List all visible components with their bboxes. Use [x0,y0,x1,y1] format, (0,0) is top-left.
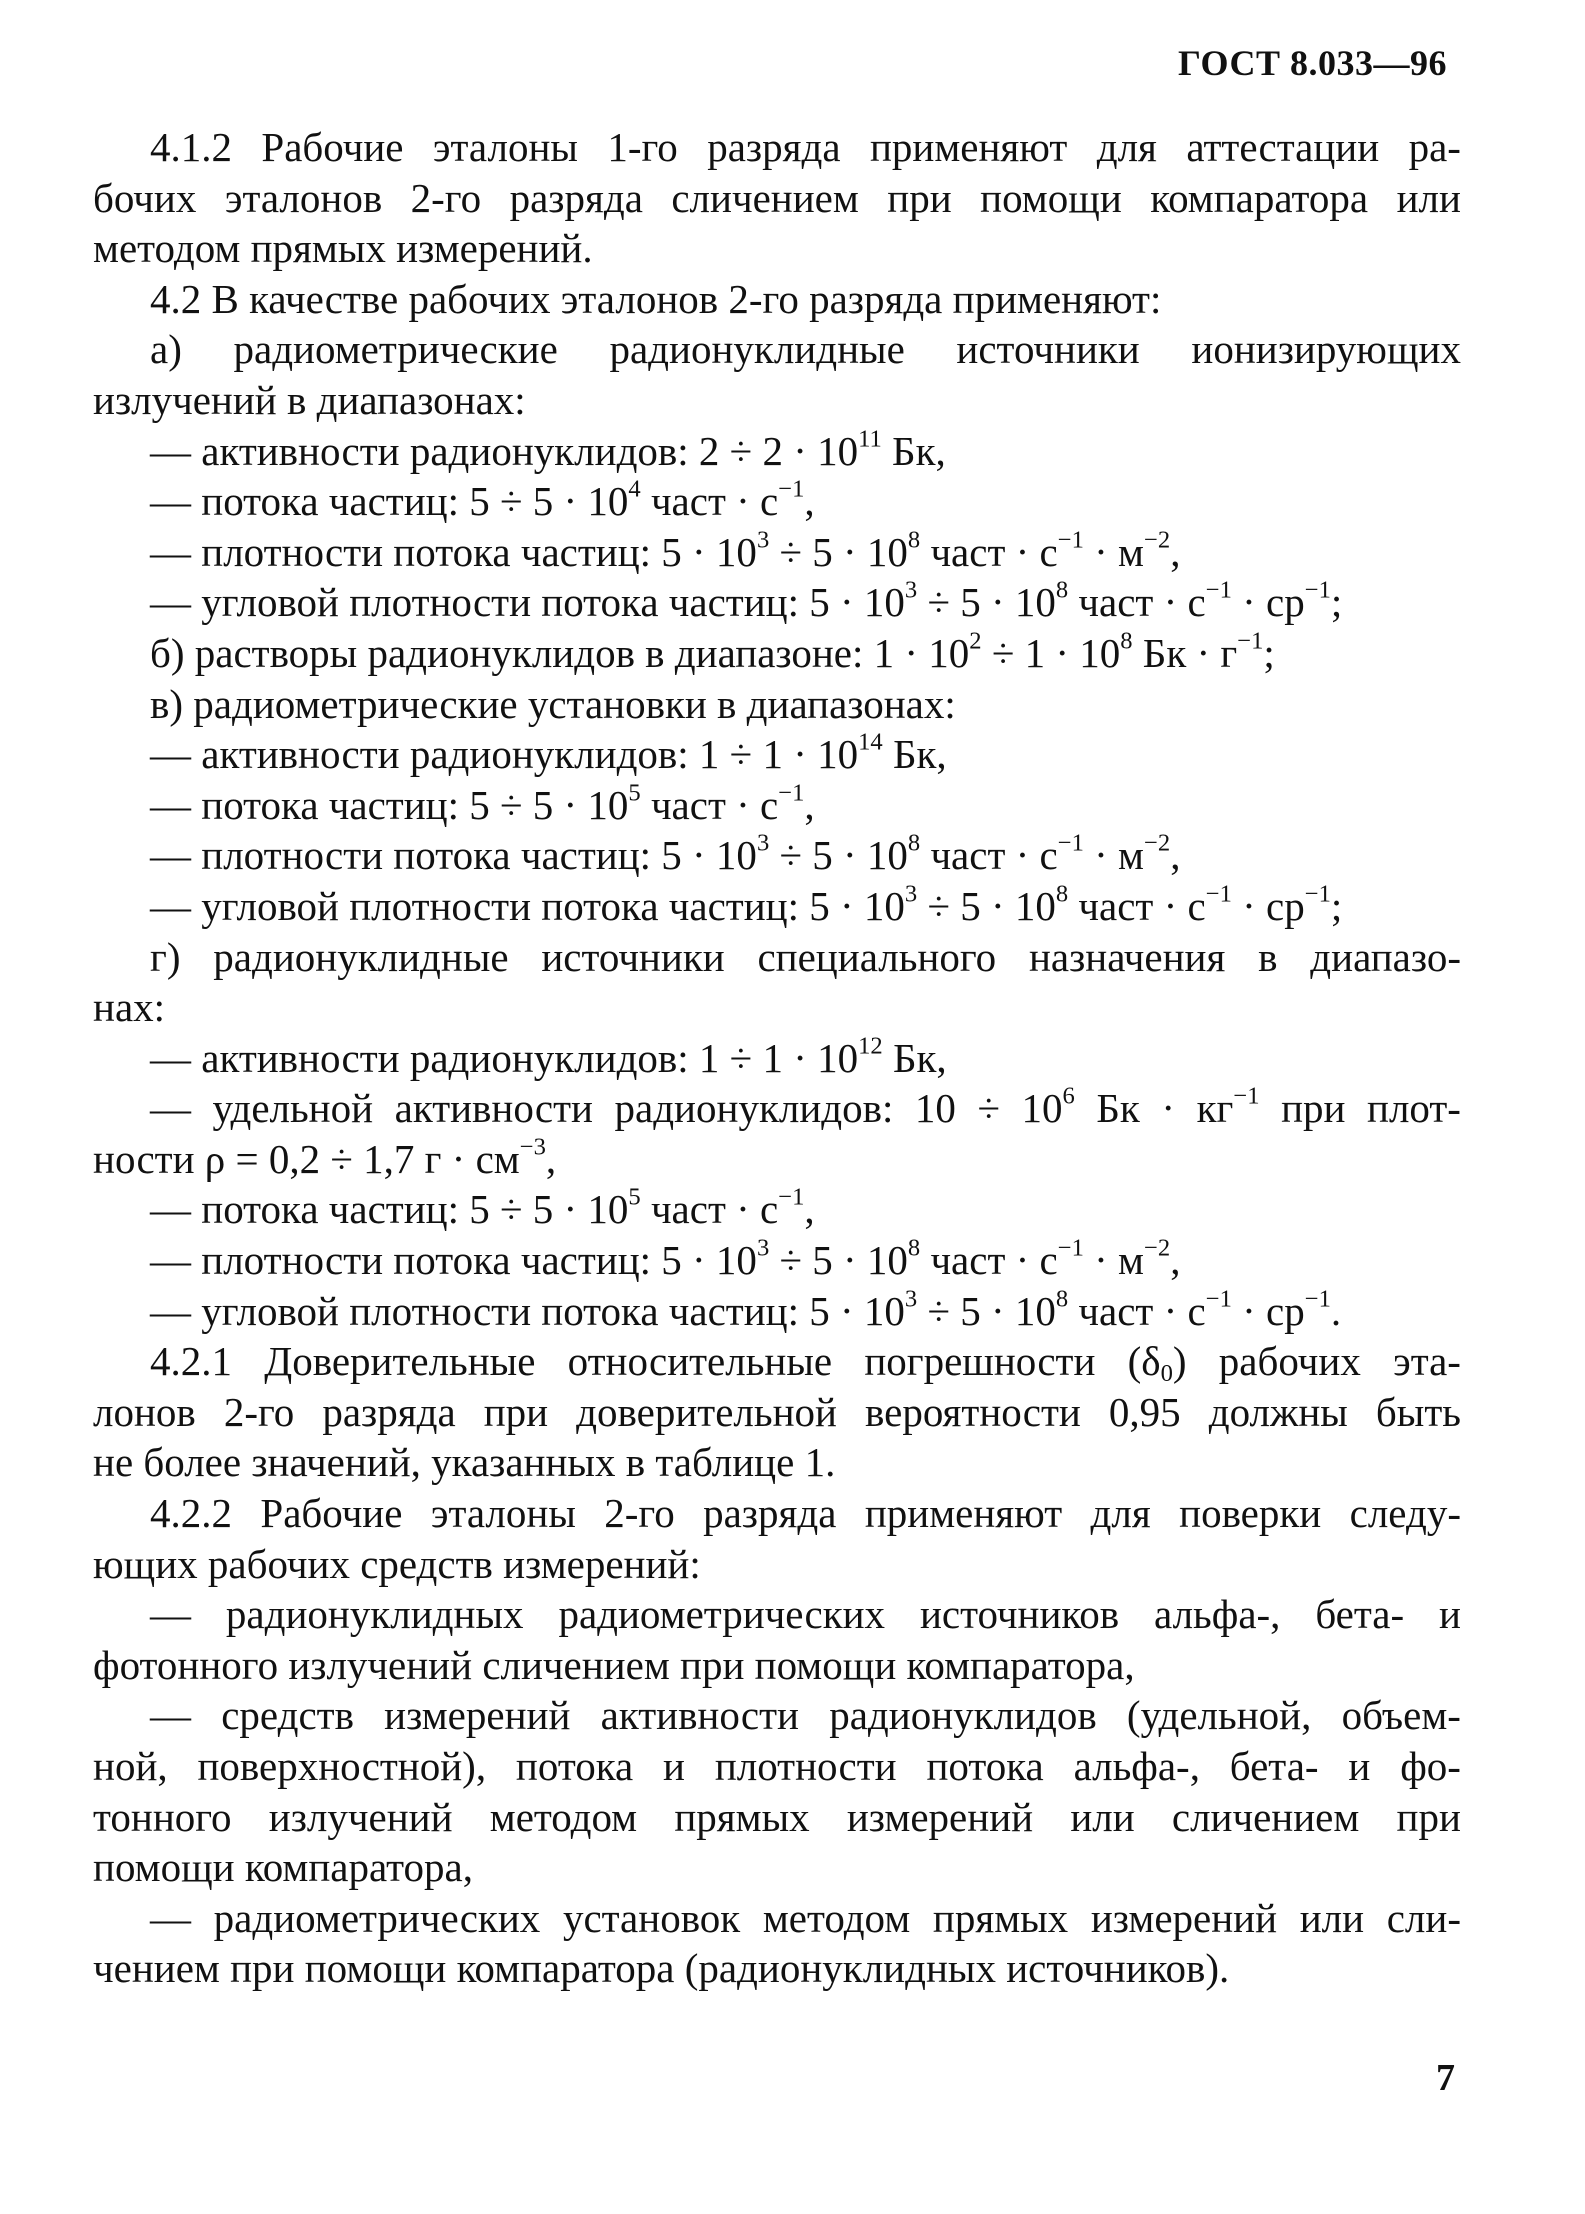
text-line: лонов 2-го разряда при доверительной вероятности 0,95 должны быть [93,1388,1461,1435]
text-line: излучений в диапазонах: [93,376,526,423]
text-line: г) радионуклидные источники специального назначения в диапазо- [150,933,1461,980]
text-line: — средств измерений активности радионуклидов (удельной, объем- [150,1692,1461,1739]
text-line: бочих эталонов 2-го разряда сличением при помощи компаратора или [93,174,1461,221]
text-line: в) радиометрические установки в диапазонах: [150,680,956,727]
text-line: — угловой плотности потока частиц: $5 \cdot 10^3 \div 5 \cdot 10^8$ част · $с^{-1} \cdot ср^{-1}$; [150,576,1343,626]
text-line: тонного излучений методом прямых измерений или сличением при [93,1793,1461,1840]
text-line: — плотности потока частиц: $5 \cdot 10^3 \div 5 \cdot 10^8$ част · $с^{-1} \cdot м^{-2}$, [150,829,1181,879]
text-line: — угловой плотности потока частиц: $5 \cdot 10^3 \div 5 \cdot 10^8$ част · $с^{-1} \cdot ср^{-1}$. [150,1285,1342,1334]
body-text [93,122,1461,1994]
text-line: — удельной активности радионуклидов: 10 ÷ $10^6$ Бк · $кг^{-1}$ при плот- [150,1082,1461,1132]
text-line: — плотности потока частиц: $5 \cdot 10^3 \div 5 \cdot 10^8$ част · $с^{-1} \cdot м^{-2}$, [150,526,1181,575]
page-number: 7 [1436,2057,1455,2099]
text-line: ющих рабочих средств измерений: [93,1540,701,1587]
text-line: — радионуклидных радиометрических источников альфа-, бета- и [150,1591,1461,1638]
text-line: 4.2.2 Рабочие эталоны 2-го разряда применяют для поверки следу- [150,1490,1461,1537]
text-line: ной, поверхностной), потока и плотности потока альфа-, бета- и фо- [93,1743,1461,1789]
text-line: — радиометрических установок методом прямых измерений или сли- [150,1894,1461,1941]
text-line: 4.2.1 Доверительные относительные погрешности $(\delta_0)$ рабочих эта- [150,1338,1461,1388]
text-line: нах: [93,984,166,1031]
text-line: чением при помощи компаратора (радионуклидных источников). [93,1945,1230,1992]
text-line: ности ρ = 0,2 ÷ 1,7 $г \cdot см^{-3}$, [93,1133,557,1182]
text-line: б) растворы радионуклидов в диапазоне: $1 \cdot 10^2 \div 1 \cdot 10^8$ Бк · $г^{-1}$; [150,627,1275,676]
text-line: — активности радионуклидов: $1 \div 1 \cdot 10^{12}$ Бк, [150,1032,947,1081]
text-line: а) радиометрические радионуклидные источники ионизирующих [150,326,1461,373]
text-line: — потока частиц: $5 \div 5 \cdot 10^4$ част · $с^{-1}$, [150,475,815,525]
text-line: — угловой плотности потока частиц: $5 \cdot 10^3 \div 5 \cdot 10^8$ част · $с^{-1} \cdot ср^{-1}$; [150,880,1343,929]
text-line: — активности радионуклидов: $1 \div 1 \cdot 10^{14}$ Бк, [150,728,947,778]
text-line: — потока частиц: $5 \div 5 \cdot 10^5$ част · $с^{-1}$, [150,1184,815,1233]
text-line: 4.2 В качестве рабочих эталонов 2-го разряда применяют: [150,275,1162,322]
text-line: фотонного излучений сличением при помощи компаратора, [93,1641,1135,1688]
text-line: — плотности потока частиц: $5 \cdot 10^3 \div 5 \cdot 10^8$ част · $с^{-1} \cdot м^{-2}$, [150,1234,1181,1284]
text-line: не более значений, указанных в таблице 1. [93,1439,836,1486]
text-line: помощи компаратора, [93,1844,473,1891]
text-line: 4.1.2 Рабочие эталоны 1-го разряда применяют для аттестации ра- [150,124,1461,170]
document-header: ГОСТ 8.033—96 [1178,43,1447,83]
text-line: — активности радионуклидов: $2 \div 2 \cdot 10^{11}$ Бк, [150,425,946,474]
text-line: методом прямых измерений. [93,225,593,272]
text-line: — потока частиц: $5 \div 5 \cdot 10^5$ част · $с^{-1}$, [150,779,815,828]
